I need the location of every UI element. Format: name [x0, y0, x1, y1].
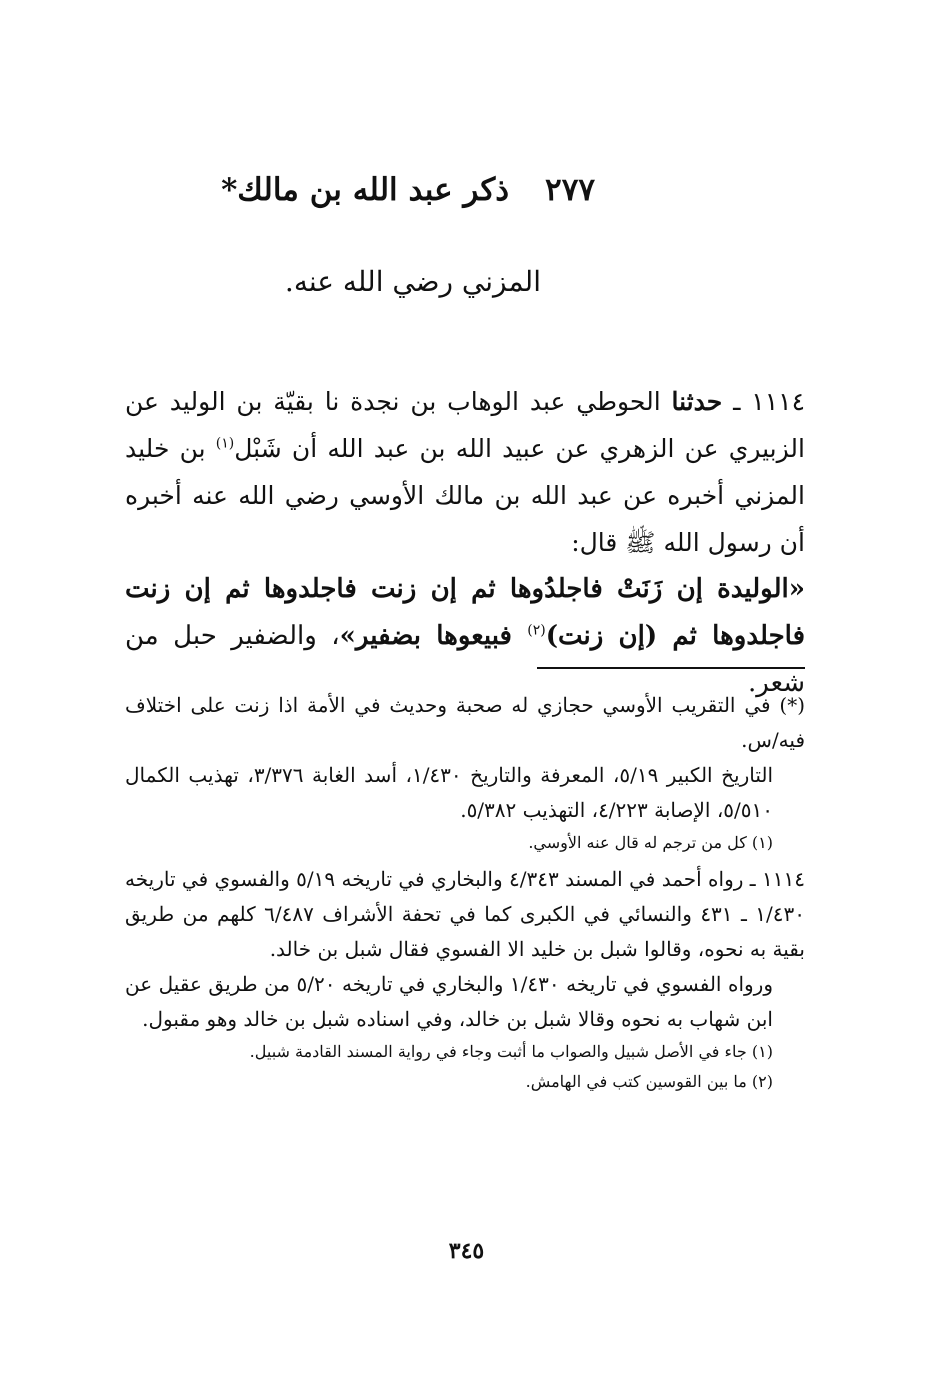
- footnote-divider: [537, 667, 805, 669]
- page-number: ٣٤٥: [448, 1238, 485, 1264]
- matn-part-1: «الوليدة إن زَنَتْ فاجلدُوها ثم إن زنت فاجلدوها ثم إن زنت فاجلدوها ثم (إن زنت): [125, 574, 806, 651]
- takhrij-paragraph-2: ورواه الفسوي في تاريخه ١/٤٣٠ والبخاري في تاريخه ٥/٢٠ من طريق عقيل عن ابن شهاب به نحوه وقالا شبل بن خالد، وفي اسناده شبل بن خالد وهو مقبول.: [125, 972, 773, 1031]
- chapter-number: ٢٧٧: [545, 172, 595, 208]
- chapter-title: ذكر عبد الله بن مالك*: [221, 172, 510, 208]
- footnote-star: (*) في التقريب الأوسي حجازي له صحبة وحديث في الأمة اذا زنت على اختلاف فيه/س.: [125, 693, 805, 752]
- hadith-number: ١١١٤ ـ: [733, 387, 805, 416]
- footnote-star-sources: التاريخ الكبير ٥/١٩، المعرفة والتاريخ ١/٤٣٠، أسد الغابة ٣/٣٧٦، تهذيب الكمال ٥/٥١٠، الإصابة ٤/٢٢٣، التهذيب ٥/٣٨٢.: [125, 763, 774, 822]
- footnote-star-sub: (١) كل من ترجم له قال عنه الأوسي.: [528, 833, 773, 852]
- isnad-part-2: بن خليد المزني أخبره عن عبد الله بن مالك الأوسي رضي الله عنه أخبره أن رسول الله ﷺ قال:: [125, 434, 805, 557]
- matn-closing: ، والضفير حبل من شعر.: [125, 621, 805, 698]
- takhrij-paragraph-1: ١١١٤ ـ رواه أحمد في المسند ٤/٣٤٣ والبخاري في تاريخه ٥/١٩ والفسوي في تاريخه ١/٤٣٠ ـ ٤٣١ والنسائي في الكبرى كما في تحفة الأشراف ٦/٤٨٧ كلهم من طريق بقية به نحوه، وقالوا شبل بن خليد الا الفسوي فقال شبل بن خالد.: [125, 867, 806, 961]
- hadith-isnad: [125, 378, 805, 566]
- footnote-ref-1: (١): [215, 435, 235, 452]
- hadith-matn: [125, 566, 805, 707]
- hadith-text: [125, 378, 805, 707]
- chapter-heading: [195, 172, 595, 208]
- chapter-subheading: المزني رضي الله عنه.: [284, 265, 541, 298]
- hadith-lead-word: حدثنا: [671, 387, 723, 416]
- footnote-ref-2: (٢): [527, 622, 546, 639]
- isnad-part-1: الحوطي عبد الوهاب بن نجدة نا بقيّة بن الوليد عن الزبيري عن الزهري عن عبيد الله بن عبد الله أن شَبْل: [125, 387, 805, 463]
- footnote-2: (٢) ما بين القوسين كتب في الهامش.: [525, 1072, 773, 1091]
- footnote-1: (١) جاء في الأصل شبيل والصواب ما أثبت وجاء في رواية المسند القادمة شبيل.: [249, 1042, 773, 1061]
- footnotes: [125, 688, 805, 1097]
- matn-part-2: فبيعوها بضفير»: [339, 621, 512, 651]
